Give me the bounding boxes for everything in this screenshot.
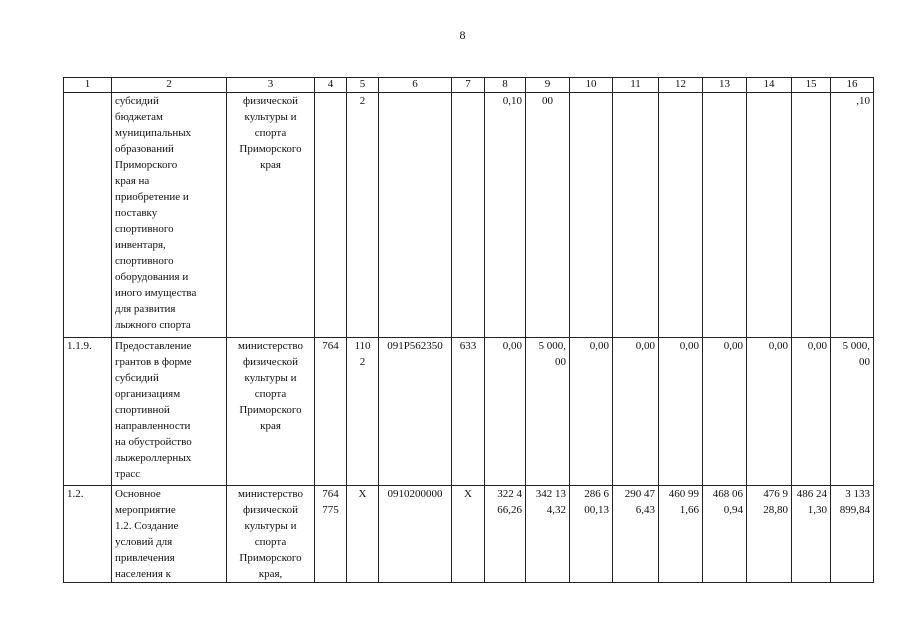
cell-col-14: 0,00 xyxy=(747,338,792,486)
col-header: 4 xyxy=(315,78,347,93)
responsible-executor: министерство физической культуры и спорта Приморского края, xyxy=(227,486,315,583)
cell-col-9: 00 xyxy=(526,93,570,338)
item-description: субсидий бюджетам муниципальных образований Приморского края на приобретение и поставку спортивного инвентаря, спортивного оборудования и иного имущества для развития лыжного спорта xyxy=(112,93,227,338)
cell-col-6: 091Р562350 xyxy=(379,338,452,486)
budget-table xyxy=(63,77,874,583)
col-header: 15 xyxy=(792,78,831,93)
cell-col-5: X xyxy=(347,486,379,583)
col-header: 16 xyxy=(831,78,874,93)
cell-col-9: 5 000, 00 xyxy=(526,338,570,486)
table-row xyxy=(64,486,874,583)
cell-col-5: 110 2 xyxy=(347,338,379,486)
table-row xyxy=(64,338,874,486)
cell-col-12: 460 99 1,66 xyxy=(659,486,703,583)
cell-col-7 xyxy=(452,93,485,338)
cell-col-5: 2 xyxy=(347,93,379,338)
cell-col-12: 0,00 xyxy=(659,338,703,486)
cell-col-9: 342 13 4,32 xyxy=(526,486,570,583)
cell-col-7: X xyxy=(452,486,485,583)
page-number: 8 xyxy=(459,28,466,42)
cell-col-15: 0,00 xyxy=(792,338,831,486)
col-header: 10 xyxy=(570,78,613,93)
cell-col-8: 0,00 xyxy=(485,338,526,486)
responsible-executor: министерство физической культуры и спорта Приморского края xyxy=(227,338,315,486)
cell-col-16: 5 000, 00 xyxy=(831,338,874,486)
col-header: 13 xyxy=(703,78,747,93)
col-header: 12 xyxy=(659,78,703,93)
cell-col-13 xyxy=(703,93,747,338)
item-description: Предоставление грантов в форме субсидий организациям спортивной направленности на обустройство лыжероллерных трасс xyxy=(112,338,227,486)
item-number: 1.2. xyxy=(64,486,112,583)
cell-col-11 xyxy=(613,93,659,338)
col-header: 8 xyxy=(485,78,526,93)
cell-col-16: ,10 xyxy=(831,93,874,338)
col-header: 9 xyxy=(526,78,570,93)
col-header: 14 xyxy=(747,78,792,93)
cell-col-11: 290 47 6,43 xyxy=(613,486,659,583)
cell-col-4 xyxy=(315,93,347,338)
col-header: 2 xyxy=(112,78,227,93)
item-number: 1.1.9. xyxy=(64,338,112,486)
col-header: 7 xyxy=(452,78,485,93)
item-number xyxy=(64,93,112,338)
cell-col-6: 0910200000 xyxy=(379,486,452,583)
col-header: 1 xyxy=(64,78,112,93)
col-header: 5 xyxy=(347,78,379,93)
table-row xyxy=(64,93,874,338)
cell-col-16: 3 133 899,84 xyxy=(831,486,874,583)
col-header: 3 xyxy=(227,78,315,93)
cell-col-8: 0,10 xyxy=(485,93,526,338)
cell-col-8: 322 4 66,26 xyxy=(485,486,526,583)
col-header: 6 xyxy=(379,78,452,93)
cell-col-13: 0,00 xyxy=(703,338,747,486)
cell-col-6 xyxy=(379,93,452,338)
cell-col-11: 0,00 xyxy=(613,338,659,486)
header-row xyxy=(64,78,874,93)
responsible-executor: физической культуры и спорта Приморского края xyxy=(227,93,315,338)
cell-col-10: 286 6 00,13 xyxy=(570,486,613,583)
cell-col-10: 0,00 xyxy=(570,338,613,486)
cell-col-7: 633 xyxy=(452,338,485,486)
cell-col-12 xyxy=(659,93,703,338)
cell-col-14: 476 9 28,80 xyxy=(747,486,792,583)
item-description: Основное мероприятие 1.2. Создание условий для привлечения населения к xyxy=(112,486,227,583)
cell-col-10 xyxy=(570,93,613,338)
cell-col-13: 468 06 0,94 xyxy=(703,486,747,583)
cell-col-15 xyxy=(792,93,831,338)
col-header: 11 xyxy=(613,78,659,93)
cell-col-4: 764 xyxy=(315,338,347,486)
cell-col-15: 486 24 1,30 xyxy=(792,486,831,583)
cell-col-4: 764 775 xyxy=(315,486,347,583)
cell-col-14 xyxy=(747,93,792,338)
